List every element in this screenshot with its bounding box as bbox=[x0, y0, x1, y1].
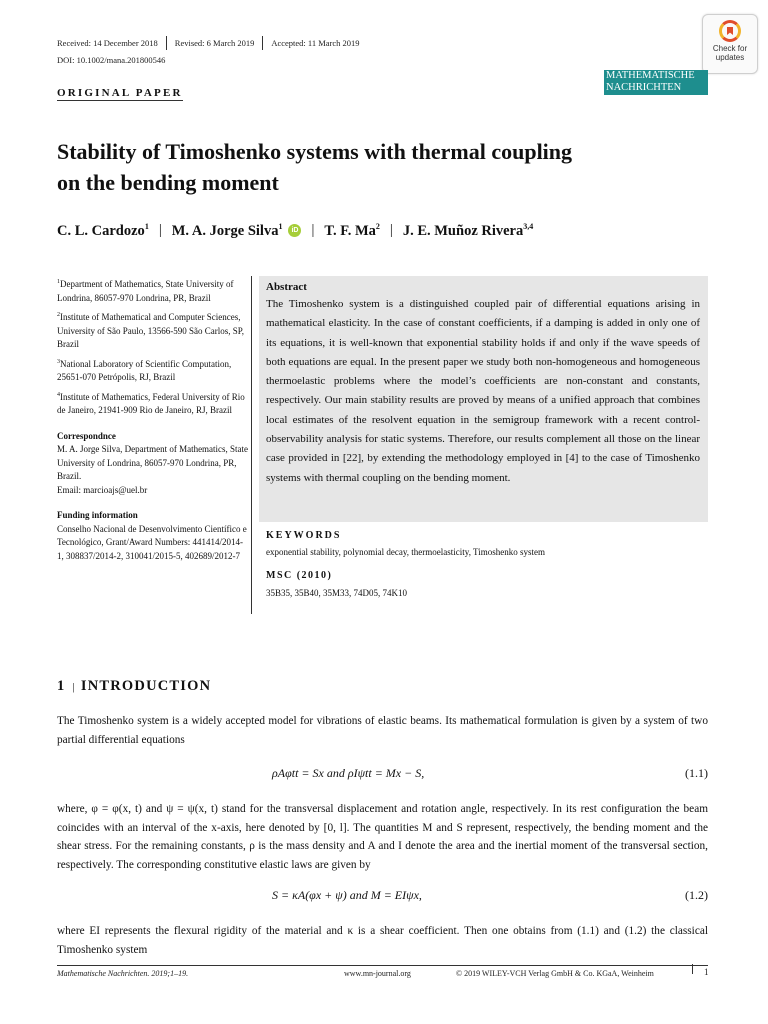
msc-heading: MSC (2010) bbox=[266, 570, 333, 581]
title-line-1: Stability of Timoshenko systems with thermal coupling bbox=[57, 139, 573, 164]
footer-journal: Mathematische Nachrichten. 2019;1–19. bbox=[57, 969, 189, 978]
footer-divider bbox=[692, 964, 693, 974]
check-for-updates-button[interactable] bbox=[702, 14, 758, 74]
funding-text: Conselho Nacional de Desenvolvimento Científico e Tecnológico, Grant/Award Numbers: 441414/2014-1, 308837/2014-2, 310041/2015-5, 402689/2012-7 bbox=[57, 523, 247, 561]
affiliation: $^2$Institute of Mathematical and Computer Sciences, University of São Paulo, 13566-590 São Carlos, SP, Brazil bbox=[57, 312, 245, 349]
body-paragraph: where EI represents the flexural rigidity of the material and κ is a shear coefficient. Then one obtains from (1.1) and (1.2) the classical Timoshenko system bbox=[57, 925, 708, 956]
affiliation: $^1$Department of Mathematics, State University of Londrina, 86057-970 Londrina, PR, Brazil bbox=[57, 279, 234, 303]
funding-heading: Funding information bbox=[57, 510, 138, 520]
section-title: INTRODUCTION bbox=[80, 678, 212, 694]
revised-date: Revised: 6 March 2019 bbox=[167, 36, 264, 50]
body-paragraph: The Timoshenko system is a widely accepted model for vibrations of elastic beams. Its mathematical formulation is given by a system of two partial differential equations bbox=[57, 715, 708, 746]
journal-logo-line-1: MATHEMATISCHE bbox=[606, 70, 695, 81]
author-name[interactable]: J. E. Muñoz Rivera$^{3,4}$ bbox=[402, 222, 534, 239]
keywords-text: exponential stability, polynomial decay, thermoelasticity, Timoshenko system bbox=[266, 547, 545, 557]
abstract-heading: Abstract bbox=[266, 281, 307, 293]
equation-body: S = κA(φx + ψ) and M = EIψx, bbox=[272, 888, 422, 902]
journal-logo bbox=[604, 70, 708, 95]
affiliations-column bbox=[57, 276, 249, 563]
abstract-text: The Timoshenko system is a distinguished coupled pair of differential equations arising in mathematical elasticity. In the case of constant coefficients, if a damping is added in only one of its equations, it is well-known that exponential stability holds if and only if the wave speeds of both equations are equal. In the present paper we study both non-homogeneous and homogeneous thermoelastic problems where the model’s coefficients are non-constant and constants, respectively. Our main stability results are proved by means of a unified approach that combines local estimates of the resolvent equation in the semigroup framework with a recent control-observability analysis for static systems. Therefore, our results complement all those on the linear case provided in [22], by extending the methodology employed in [4] to the case of Timoshenko systems with thermal coupling on the bending moment. bbox=[266, 298, 700, 484]
equation-body: ρAφtt = Sx and ρIψtt = Mx − S, bbox=[272, 766, 425, 780]
article-type: ORIGINAL PAPER bbox=[57, 87, 183, 99]
correspondence-email[interactable]: Email: marcioajs@uel.br bbox=[57, 484, 148, 495]
orcid-icon[interactable]: iD bbox=[288, 224, 301, 237]
title-line-2: on the bending moment bbox=[57, 170, 279, 195]
equation-number[interactable]: (1.2) bbox=[685, 888, 708, 902]
crossmark-icon bbox=[719, 20, 741, 42]
author-name[interactable]: T. F. Ma$^2$ bbox=[324, 222, 380, 239]
abstract bbox=[266, 279, 700, 488]
badge-line-1: Check for bbox=[712, 44, 748, 53]
badge-line-2: updates bbox=[715, 53, 745, 62]
msc-codes: 35B35, 35B40, 35M33, 74D05, 74K10 bbox=[266, 588, 408, 598]
equation-number[interactable]: (1.1) bbox=[685, 766, 708, 780]
affiliation: $^4$Institute of Mathematics, Federal University of Rio de Janeiro, 21941-909 Rio de Janeiro, RJ, Brazil bbox=[57, 391, 245, 415]
footer-rule bbox=[57, 965, 708, 966]
received-date: Received: 14 December 2018 bbox=[57, 36, 167, 50]
section-number: 1 bbox=[57, 678, 66, 694]
author-name[interactable]: M. A. Jorge Silva$^1$ bbox=[171, 222, 283, 239]
journal-logo-line-2: NACHRICHTEN bbox=[606, 82, 682, 93]
author-list: C. L. Cardozo$^1$ | M. A. Jorge Silva$^1$ iD | T. F. Ma$^2$ | J. E. Muñoz Rivera$^{3,4}$ bbox=[57, 222, 534, 239]
body-paragraph: where, φ = φ(x, t) and ψ = ψ(x, t) stand for the transversal displacement and rotation angle, respectively. In its rest configuration the beam coincides with an interval of the x-axis, here denoted by [0, l]. The quantities M and S represent, respectively, the bending moment and the shear stress. For the remaining constants, ρ is the mass density and A and I denote the area and the inertial moment of the transversal section, respectively. The corresponding constitutive elastic laws are given by bbox=[57, 803, 708, 871]
affiliation: $^3$National Laboratory of Scientific Computation, 25651-070 Petrópolis, RJ, Brazil bbox=[57, 358, 232, 382]
keywords-heading: KEYWORDS bbox=[266, 530, 342, 541]
doi-link[interactable]: DOI: 10.1002/mana.201800546 bbox=[57, 55, 166, 65]
paper-title bbox=[57, 136, 657, 198]
author-name[interactable]: C. L. Cardozo$^1$ bbox=[57, 222, 149, 239]
correspondence-heading: Correspondnce bbox=[57, 430, 116, 441]
section-heading: 1 | INTRODUCTION bbox=[57, 678, 212, 694]
footer-copyright: © 2019 WILEY-VCH Verlag GmbH & Co. KGaA, Weinheim bbox=[456, 969, 654, 978]
page-number: 1 bbox=[704, 967, 709, 977]
accepted-date: Accepted: 11 March 2019 bbox=[271, 38, 360, 48]
footer-url[interactable]: www.mn-journal.org bbox=[344, 969, 411, 978]
column-divider bbox=[251, 276, 252, 614]
correspondence-text: M. A. Jorge Silva, Department of Mathematics, State University of Londrina, 86057-970 Londrina, PR, Brazil. bbox=[57, 444, 249, 481]
article-dates bbox=[57, 36, 368, 50]
